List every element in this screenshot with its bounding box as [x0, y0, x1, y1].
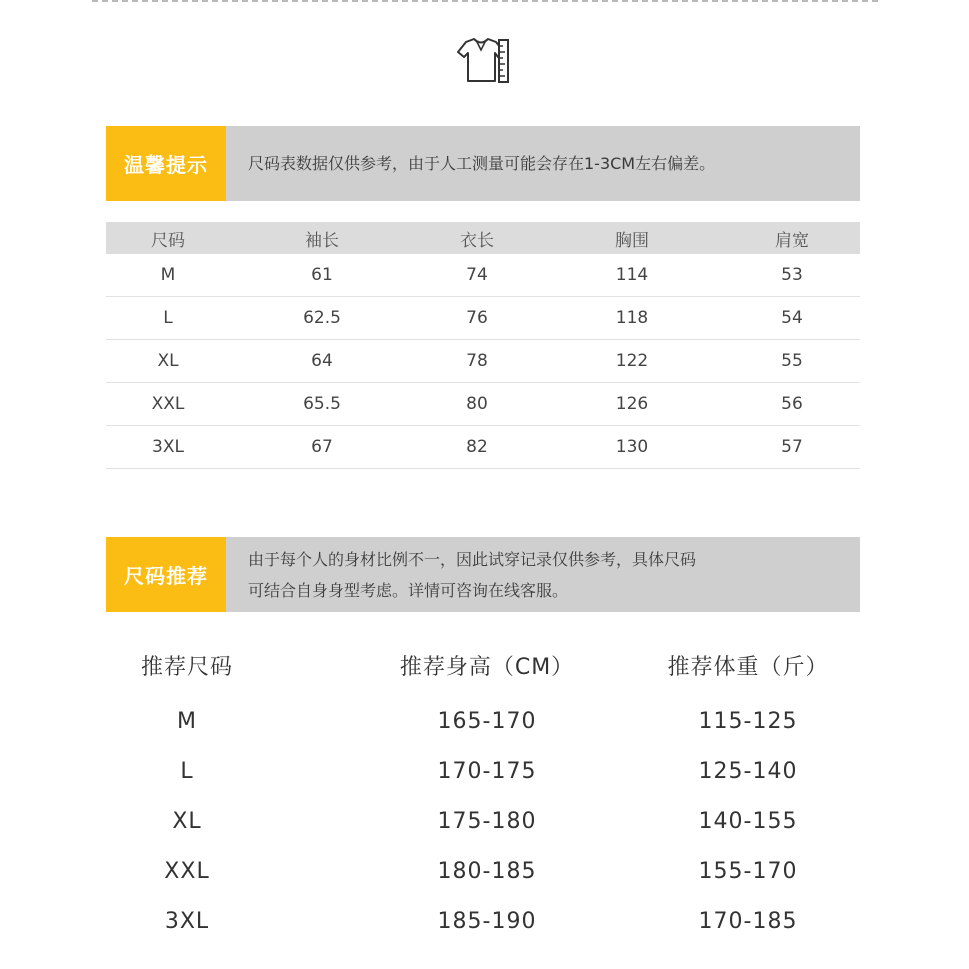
cell-body-length: 78 [414, 340, 540, 383]
cell-body-length: 80 [414, 383, 540, 426]
cell-chest: 118 [540, 297, 724, 340]
cell-weight: 140-155 [698, 809, 798, 834]
size-chart-table [106, 222, 860, 469]
table-row [0, 697, 969, 747]
cell-shoulder: 55 [724, 340, 860, 383]
cell-weight: 155-170 [698, 859, 798, 884]
cell-height: 180-185 [437, 859, 537, 884]
cell-size: 3XL [106, 426, 230, 469]
recommend-text-line-1: 由于每个人的身材比例不一，因此试穿记录仅供参考，具体尺码 [248, 549, 697, 569]
header-recommended-weight: 推荐体重（斤） [667, 655, 829, 680]
cell-shoulder: 56 [724, 383, 860, 426]
cell-size: XXL [106, 383, 230, 426]
rec-table-header-row [0, 643, 969, 697]
table-row [106, 383, 860, 426]
notice-banner [106, 126, 860, 201]
cell-weight: 170-185 [698, 909, 798, 934]
cell-sleeve-length: 61 [230, 254, 414, 297]
cell-size: M [106, 254, 230, 297]
cell-size: XL [172, 809, 202, 834]
header-sleeve-length: 袖长 [230, 222, 414, 254]
top-dashed-divider [92, 0, 878, 2]
cell-chest: 130 [540, 426, 724, 469]
table-row [106, 297, 860, 340]
cell-sleeve-length: 67 [230, 426, 414, 469]
table-row [0, 797, 969, 847]
cell-chest: 126 [540, 383, 724, 426]
cell-shoulder: 57 [724, 426, 860, 469]
header-recommended-height: 推荐身高（CM） [399, 655, 575, 680]
table-row [0, 897, 969, 947]
cell-size: XXL [164, 859, 210, 884]
header-size: 尺码 [106, 222, 230, 254]
recommend-tag: 尺码推荐 [106, 537, 226, 612]
shirt-measure-icon [452, 36, 514, 84]
table-row [0, 747, 969, 797]
header-chest: 胸围 [540, 222, 724, 254]
notice-tag: 温馨提示 [106, 126, 226, 201]
cell-shoulder: 54 [724, 297, 860, 340]
header-recommended-size: 推荐尺码 [140, 655, 234, 680]
cell-size: L [180, 759, 194, 784]
recommend-text [226, 544, 696, 606]
header-body-length: 衣长 [414, 222, 540, 254]
cell-chest: 122 [540, 340, 724, 383]
cell-height: 170-175 [437, 759, 537, 784]
recommend-text-line-2: 可结合自身身型考虑。详情可咨询在线客服。 [248, 580, 569, 600]
cell-chest: 114 [540, 254, 724, 297]
notice-text: 尺码表数据仅供参考，由于人工测量可能会存在1-3CM左右偏差。 [248, 154, 716, 173]
cell-height: 185-190 [437, 909, 537, 934]
cell-sleeve-length: 64 [230, 340, 414, 383]
recommendation-table [0, 643, 969, 947]
cell-body-length: 76 [414, 297, 540, 340]
table-row [106, 426, 860, 469]
cell-size: 3XL [164, 909, 210, 934]
cell-weight: 125-140 [698, 759, 798, 784]
cell-size: L [106, 297, 230, 340]
cell-body-length: 82 [414, 426, 540, 469]
cell-size: XL [106, 340, 230, 383]
cell-weight: 115-125 [698, 709, 798, 734]
cell-sleeve-length: 62.5 [230, 297, 414, 340]
cell-height: 175-180 [437, 809, 537, 834]
header-shoulder: 肩宽 [724, 222, 860, 254]
size-table-header-row [106, 222, 860, 254]
table-row [0, 847, 969, 897]
cell-size: M [177, 709, 197, 734]
table-row [106, 254, 860, 297]
cell-sleeve-length: 65.5 [230, 383, 414, 426]
cell-shoulder: 53 [724, 254, 860, 297]
table-row [106, 340, 860, 383]
recommend-banner [106, 537, 860, 612]
cell-body-length: 74 [414, 254, 540, 297]
cell-height: 165-170 [437, 709, 537, 734]
